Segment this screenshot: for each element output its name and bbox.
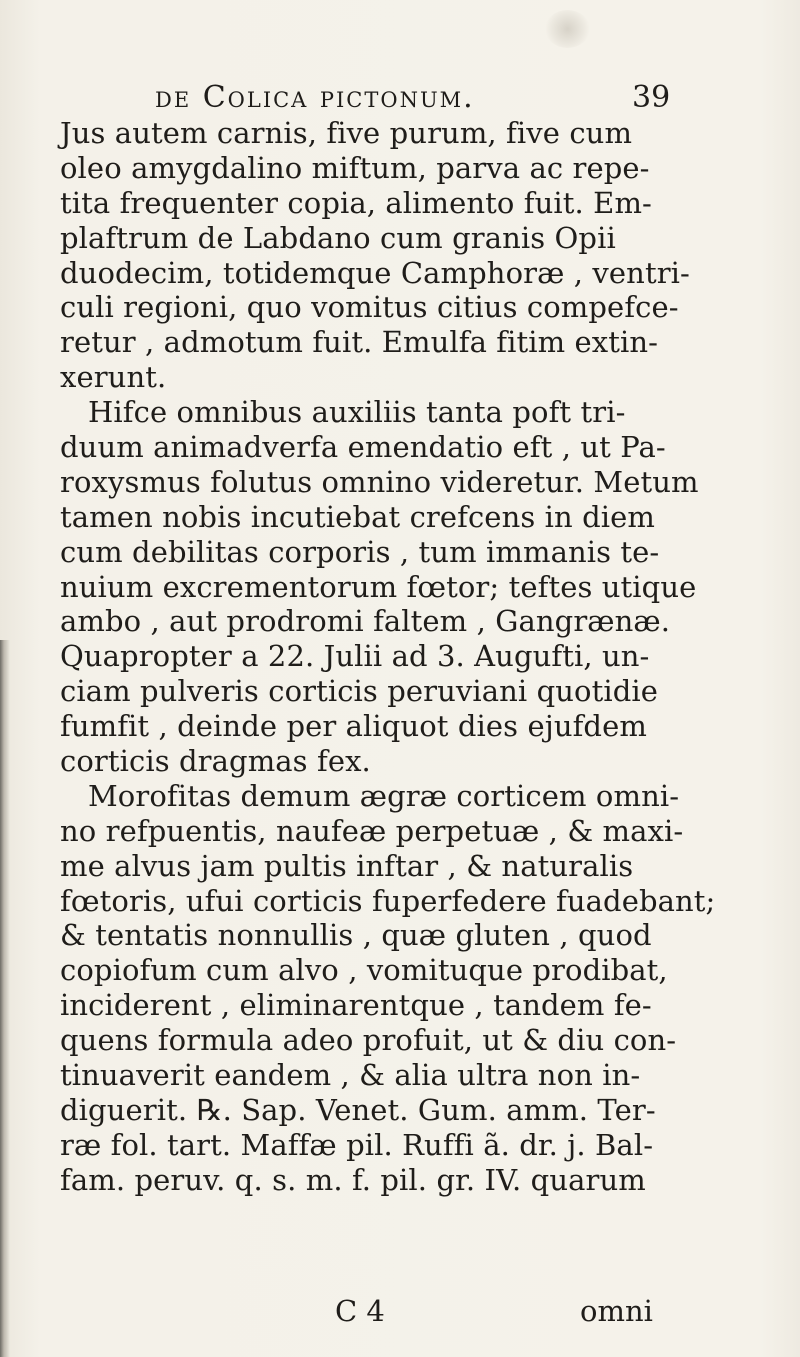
text-line: tita frequenter copia, alimento fuit. Em- xyxy=(60,185,652,220)
text-line: Jus autem carnis, five purum, five cum xyxy=(60,116,633,150)
text-line: fumfit , deinde per aliquot dies ejufdem xyxy=(60,709,647,744)
text-line: me alvus jam pultis inftar , & naturalis xyxy=(60,848,634,883)
text-line: inciderent , eliminarentque , tandem fe- xyxy=(60,988,652,1023)
text-line: duodecim, totidemque Camphoræ , ventri- xyxy=(60,255,690,290)
page-footer xyxy=(335,1294,785,1330)
text-line: duum animadverfa emendatio eft , ut Pa- xyxy=(60,430,666,465)
binding-shadow xyxy=(0,640,10,1357)
page-number: 39 xyxy=(632,80,671,115)
paper-stain xyxy=(545,10,590,48)
paragraph-start-line: Hifce omnibus auxiliis tanta poft tri- xyxy=(88,395,626,430)
text-line: xerunt. xyxy=(60,360,167,395)
body-text xyxy=(60,116,760,1198)
text-line: nuium excrementorum fœtor; teftes utique xyxy=(60,569,697,604)
text-line: fam. peruv. q. s. m. f. pil. gr. IV. quarum xyxy=(60,1162,646,1197)
text-line: diguerit. ℞. Sap. Venet. Gum. amm. Ter- xyxy=(60,1092,656,1127)
text-line: oleo amygdalino miftum, parva ac repe- xyxy=(60,150,650,185)
text-line: cum debilitas corporis , tum immanis te- xyxy=(60,534,660,569)
paragraph-start-line: Morofitas demum ægræ corticem omni- xyxy=(88,778,680,813)
text-line: ciam pulveris corticis peruviani quotidie xyxy=(60,674,659,709)
text-line: ambo , aut prodromi faltem , Gangrænæ. xyxy=(60,604,671,639)
text-line: roxysmus folutus omnino videretur. Metum xyxy=(60,464,699,499)
text-line: fœtoris, ufui corticis fuperfedere fuadebant; xyxy=(60,883,716,918)
text-line: tamen nobis incutiebat crefcens in diem xyxy=(60,499,656,534)
text-line: plaftrum de Labdano cum granis Opii xyxy=(60,220,616,255)
running-title: de Colica pictonum. xyxy=(155,80,475,115)
text-line: quens formula adeo profuit, ut & diu con- xyxy=(60,1023,677,1058)
text-line: ræ fol. tart. Maffæ pil. Ruffi ã. dr. j. Bal- xyxy=(60,1127,654,1162)
text-line: & tentatis nonnullis , quæ gluten , quod xyxy=(60,918,652,953)
page-header xyxy=(155,80,675,120)
text-line: Quapropter a 22. Julii ad 3. Augufti, un- xyxy=(60,639,650,674)
text-line: corticis dragmas fex. xyxy=(60,744,371,779)
text-line: culi regioni, quo vomitus citius compefce- xyxy=(60,290,679,325)
text-line: copiofum cum alvo , vomituque prodibat, xyxy=(60,953,668,988)
catchword: omni xyxy=(580,1294,653,1328)
text-line: no refpuentis, naufeæ perpetuæ , & maxi- xyxy=(60,813,684,848)
signature-mark: C 4 xyxy=(335,1294,385,1328)
text-line: retur , admotum fuit. Emulfa fitim extin- xyxy=(60,325,659,360)
text-line: tinuaverit eandem , & alia ultra non in- xyxy=(60,1058,641,1093)
